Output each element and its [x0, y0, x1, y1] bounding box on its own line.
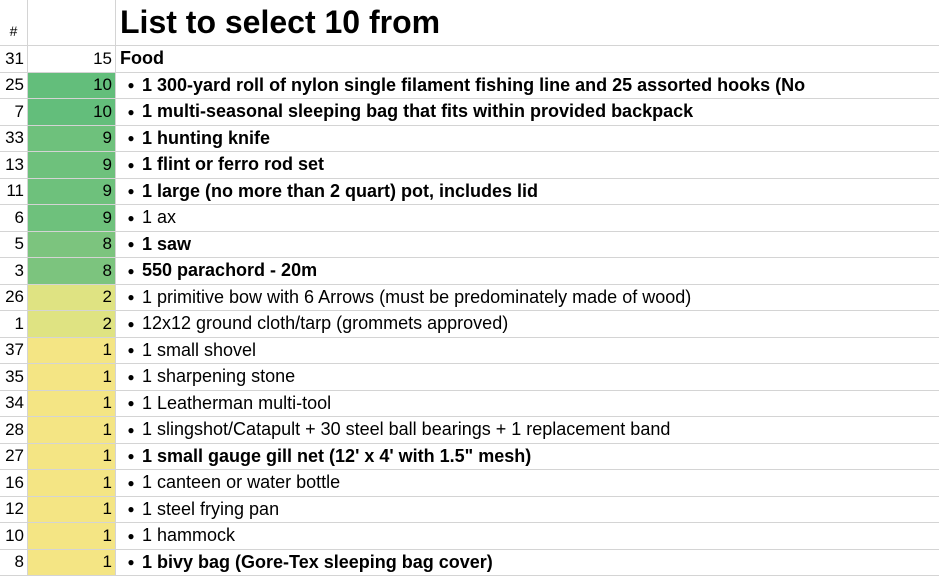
row-id-cell[interactable]: 11 [0, 179, 28, 205]
item-text: 1 small gauge gill net (12' x 4' with 1.5" mesh) [142, 445, 532, 466]
table-row [0, 152, 939, 179]
row-id-cell[interactable]: 13 [0, 152, 28, 178]
score-cell[interactable]: 1 [28, 444, 116, 470]
sheet-title[interactable]: List to select 10 from [120, 4, 441, 40]
score-cell[interactable]: 1 [28, 470, 116, 496]
row-id-cell[interactable]: 33 [0, 126, 28, 152]
row-id-cell[interactable]: 8 [0, 550, 28, 576]
item-cell[interactable] [116, 73, 939, 99]
table-row [0, 232, 939, 259]
table-row [0, 73, 939, 100]
bullet-icon: ● [127, 184, 135, 199]
item-cell[interactable] [116, 523, 939, 549]
row-id-cell[interactable]: 27 [0, 444, 28, 470]
bullet-icon: ● [127, 528, 135, 543]
score-cell[interactable]: 9 [28, 152, 116, 178]
item-cell[interactable] [116, 470, 939, 496]
item-text: 1 bivy bag (Gore-Tex sleeping bag cover) [142, 551, 493, 572]
row-id-cell[interactable]: 28 [0, 417, 28, 443]
bullet-icon: ● [127, 290, 135, 305]
score-cell[interactable]: 10 [28, 99, 116, 125]
row-id-cell[interactable]: 5 [0, 232, 28, 258]
bullet-icon: ● [127, 263, 135, 278]
item-cell[interactable] [116, 232, 939, 258]
item-text: 12x12 ground cloth/tarp (grommets approved) [142, 313, 509, 334]
row-id-cell[interactable]: 26 [0, 285, 28, 311]
score-cell[interactable]: 2 [28, 311, 116, 337]
bullet-icon: ● [127, 422, 135, 437]
item-cell[interactable] [116, 338, 939, 364]
bullet-icon: ● [127, 343, 135, 358]
row-id-cell[interactable]: 10 [0, 523, 28, 549]
bullet-icon: ● [127, 449, 135, 464]
item-text: 1 300-yard roll of nylon single filament fishing line and 25 assorted hooks (No [142, 74, 806, 95]
item-text: 1 multi-seasonal sleeping bag that fits within provided backpack [142, 101, 694, 122]
row-id-cell[interactable]: 16 [0, 470, 28, 496]
score-cell[interactable]: 9 [28, 205, 116, 231]
score-cell[interactable]: 9 [28, 126, 116, 152]
row-id-cell[interactable]: 1 [0, 311, 28, 337]
row-id-cell[interactable]: 7 [0, 99, 28, 125]
item-cell[interactable] [116, 152, 939, 178]
table-row [0, 497, 939, 524]
item-cell[interactable] [116, 444, 939, 470]
score-cell[interactable]: 1 [28, 391, 116, 417]
table-row [0, 179, 939, 206]
item-cell[interactable] [116, 311, 939, 337]
bullet-icon: ● [127, 157, 135, 172]
item-text: 1 ax [142, 207, 177, 228]
bullet-icon: ● [127, 555, 135, 570]
score-cell[interactable]: 8 [28, 258, 116, 284]
table-row [0, 285, 939, 312]
item-text: 1 slingshot/Catapult + 30 steel ball bearings + 1 replacement band [142, 419, 671, 440]
item-cell[interactable] [116, 550, 939, 576]
score-cell[interactable]: 1 [28, 497, 116, 523]
item-text: 1 sharpening stone [142, 366, 296, 387]
item-cell[interactable] [116, 364, 939, 390]
table-row [0, 417, 939, 444]
item-text: Food [120, 48, 164, 69]
data-rows [0, 46, 939, 576]
item-text: 1 saw [142, 233, 192, 254]
item-text: 1 small shovel [142, 339, 257, 360]
table-row [0, 470, 939, 497]
item-cell[interactable] [116, 205, 939, 231]
item-cell[interactable] [116, 391, 939, 417]
score-cell[interactable]: 1 [28, 364, 116, 390]
bullet-icon: ● [127, 369, 135, 384]
id-column-header[interactable]: # [0, 0, 28, 45]
item-cell[interactable] [116, 258, 939, 284]
row-id-cell[interactable]: 31 [0, 46, 28, 72]
item-cell[interactable] [116, 99, 939, 125]
bullet-icon: ● [127, 237, 135, 252]
item-cell[interactable] [116, 126, 939, 152]
bullet-icon: ● [127, 316, 135, 331]
score-cell[interactable]: 15 [28, 46, 116, 72]
item-text: 1 Leatherman multi-tool [142, 392, 332, 413]
row-id-cell[interactable]: 34 [0, 391, 28, 417]
table-row [0, 444, 939, 471]
bullet-icon: ● [127, 475, 135, 490]
table-row [0, 311, 939, 338]
table-row [0, 391, 939, 418]
bullet-icon: ● [127, 210, 135, 225]
row-id-cell[interactable]: 3 [0, 258, 28, 284]
item-cell[interactable] [116, 497, 939, 523]
score-cell[interactable]: 8 [28, 232, 116, 258]
item-cell[interactable] [116, 285, 939, 311]
item-text: 1 large (no more than 2 quart) pot, includes lid [142, 180, 539, 201]
table-row [0, 205, 939, 232]
table-row [0, 364, 939, 391]
item-cell[interactable] [116, 46, 939, 72]
item-cell[interactable] [116, 417, 939, 443]
score-cell[interactable]: 1 [28, 550, 116, 576]
table-row [0, 126, 939, 153]
table-row [0, 523, 939, 550]
item-text: 1 flint or ferro rod set [142, 154, 325, 175]
row-id-cell[interactable]: 12 [0, 497, 28, 523]
row-id-cell[interactable]: 6 [0, 205, 28, 231]
table-row [0, 550, 939, 577]
item-text: 1 hunting knife [142, 127, 270, 148]
item-text: 1 primitive bow with 6 Arrows (must be predominately made of wood) [142, 286, 692, 307]
bullet-icon: ● [127, 104, 135, 119]
row-id-cell[interactable]: 37 [0, 338, 28, 364]
score-cell[interactable]: 2 [28, 285, 116, 311]
table-row [0, 338, 939, 365]
score-cell[interactable]: 9 [28, 179, 116, 205]
item-text: 1 hammock [142, 525, 236, 546]
bullet-icon: ● [127, 131, 135, 146]
item-text: 1 canteen or water bottle [142, 472, 341, 493]
header-row [0, 0, 939, 46]
score-cell[interactable]: 1 [28, 523, 116, 549]
bullet-icon: ● [127, 502, 135, 517]
bullet-icon: ● [127, 78, 135, 93]
item-text: 1 steel frying pan [142, 498, 280, 519]
score-column-header[interactable] [28, 0, 116, 45]
table-row [0, 99, 939, 126]
row-id-cell[interactable]: 35 [0, 364, 28, 390]
bullet-icon: ● [127, 396, 135, 411]
item-text: 550 parachord - 20m [142, 260, 318, 281]
item-cell[interactable] [116, 179, 939, 205]
table-row [0, 46, 939, 73]
table-row [0, 258, 939, 285]
score-cell[interactable]: 1 [28, 417, 116, 443]
score-cell[interactable]: 1 [28, 338, 116, 364]
score-cell[interactable]: 10 [28, 73, 116, 99]
row-id-cell[interactable]: 25 [0, 73, 28, 99]
